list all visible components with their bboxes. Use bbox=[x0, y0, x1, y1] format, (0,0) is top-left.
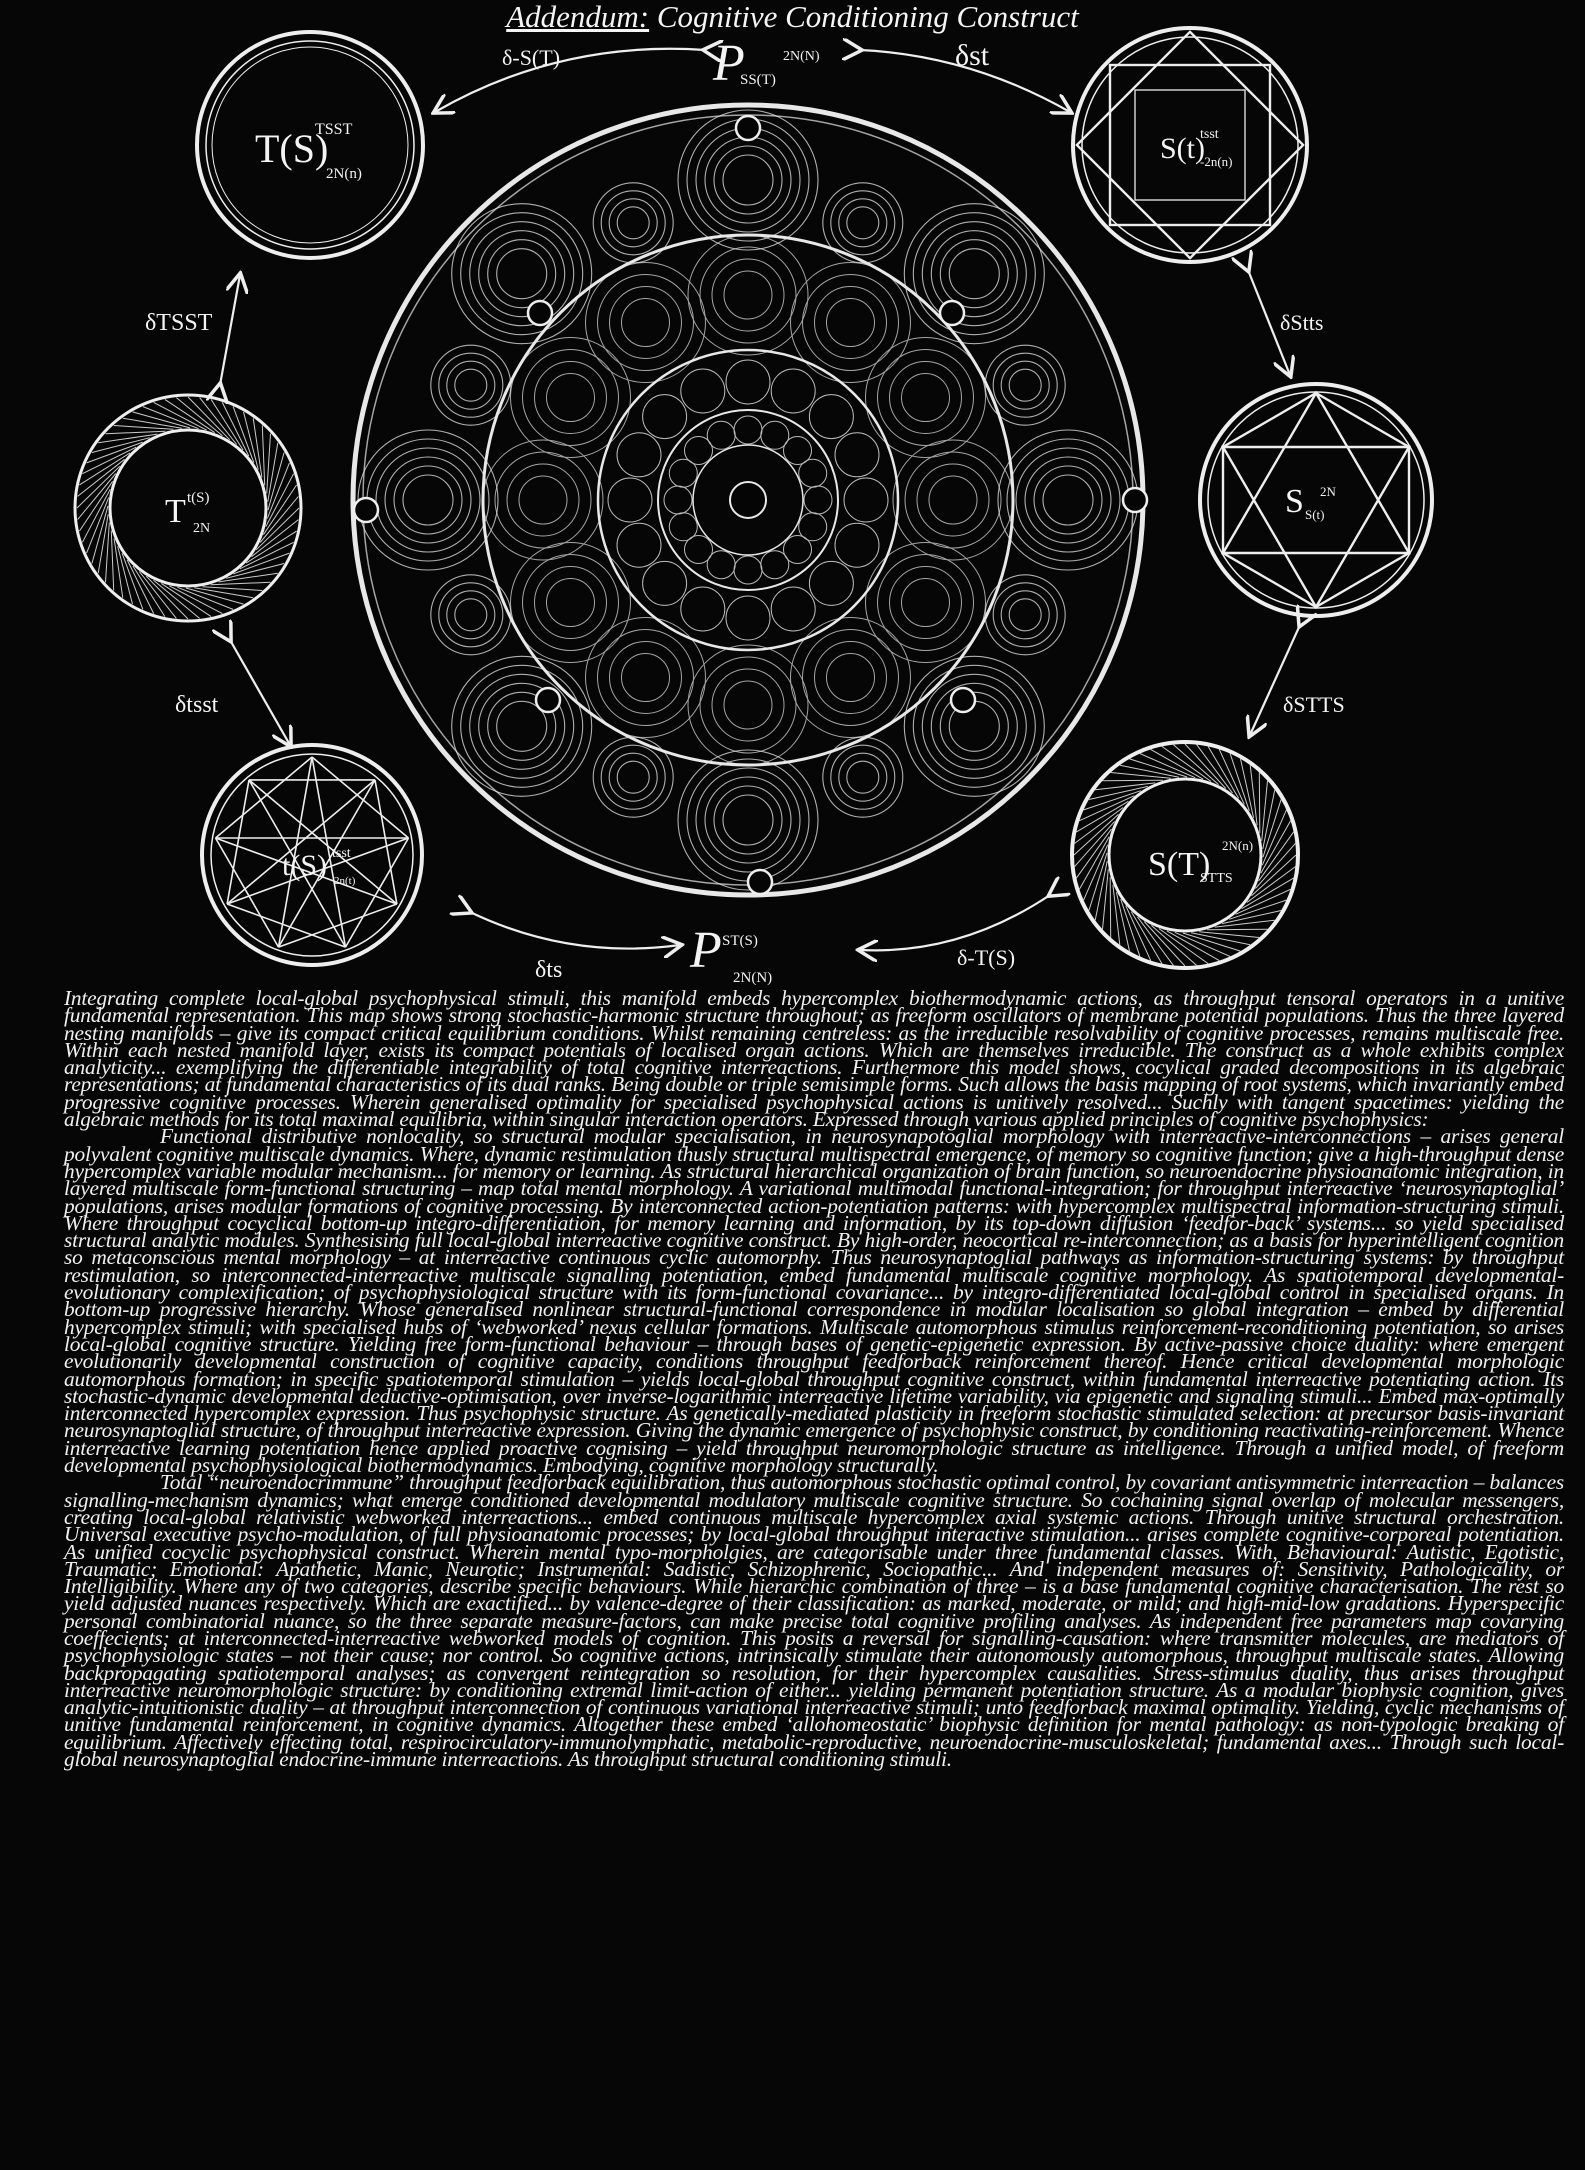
arrow-label-right-upper: δStts bbox=[1280, 310, 1324, 335]
node-top-left-sup: TSST bbox=[315, 121, 353, 138]
node-bottom-right-sub: STTS bbox=[1200, 871, 1233, 886]
node-bottom-right-label: S(T) bbox=[1148, 846, 1211, 883]
manifold-node bbox=[536, 688, 560, 712]
arrow-label-right-lower: δSTTS bbox=[1283, 692, 1345, 717]
paragraph-3: Total “neuroendocrimmune” throughput feedforback equilibration, thus automorphous stochastic optimal control, by covariant antisymmetric interreaction – balances signalling-mechanism dynamics; what emerge conditioned developmental modulatory multiscale cognitive structure. So cochaining signal overlap of molecular messengers, creating local-global relativistic webworked interreactions... embed continuous multiscale hypercomplex axial systemic actions. Through unitive structural orchestration. Universal executive psycho-modulation, of full physioanatomic processes; by local-global throughput interactive stimulation... arises complete cognitive-corporeal potentiation. As unified cocyclic psychophysical construct. Wherein mental typo-morpholgies, are categorisable under three fundamental classes. With, Behavioural: Autistic, Egotistic, Traumatic; Emotional: Apathetic, Manic, Neurotic; Instrumental: Sadistic, Schizophrenic, Sociopathic... And independent measures of: Sensitivity, Pathologicality, or Intelligibility. Where any of two categories, describe specific behaviours. While hierarchic combination of three – is a base fundamental cognitive characterisation. The rest so yield adjusted nuances respectively. Which are exactified... by valence-degree of their classification: as marked, moderate, or mild; and high-mid-low gradations. Hyperspecific personal combinatorial nuance, so the three separate measure-factors, can make precise total cognitive profiling analyses. As independent free parameters map covarying coeffecients; at interconnected-interreactive webworked models of cognition. This posits a reversal for signalling-causation: where transmitter molecules, are mediators of psychophysiologic states – not their cause; nor control. So cognitive actions, intrinsically stimulate their autonomously automorphous, throughput multiscale states. Allowing backpropagating spatiotemporal analyses; as convergent reintegration so resolution, for their hypercomplex causalities. Stress-stimulus duality, thus arises throughput interreactive neuromorphologic structure: by conditioning extremal limit-action of either... yielding permanent potentiation structure. As a modular biophysic cognition, gives analytic-intuitionistic duality – at throughput interconnection of continuous variational interreactive stimuli; unto feedforback maximal optimality. Yielding, cyclic mechanisms of unitive fundamental reinforcement, in cognitive dynamics. Altogether these embed ‘allohomeostatic’ biophysic definition for mental pathology: as non-typologic breaking of equilibrium. Affectively effecting total, respirocirculatory-immunolymphatic, metabolic-reproductive, neuroendocrine-musculoskeletal; fundamental axes... Through such local-global neurosynaptoglial endocrine-immune interreactions. As throughput structural conditioning stimuli. bbox=[64, 1470, 1564, 1772]
node-top-left-label: T(S) bbox=[255, 126, 329, 171]
node-top-left-sub: 2N(n) bbox=[326, 166, 362, 182]
node-bottom-left-label: t(S) bbox=[282, 849, 327, 882]
paragraph-1: Integrating complete local-global psychophysical stimuli, this manifold embeds hypercomplex biothermodynamic actions, as throughput tensoral operators in a unitive fundamental representation. This map shows strong stochastic-harmonic structure throughout; as freeform oscillators of membrane potential populations. Thus the three layered nesting manifolds – give its compact critical equilibrium conditions. Whilst remaining centreless: as the irreducible resolvability of cognitive processes, remains multiscale free. Within each nested manifold layer, exists its compact potentials of localised organ actions. Which are themselves irreducible. The construct as a whole exhibits complex analyticity... exemplifying the differentiable integrability of total cognitive interreactions. Furthermore this model shows, cocylical graded decompositions in its algebraic representations; at fundamental characteristics of its dual ranks. Being double or triple semisimple forms. Such allows the basis mapping of root systems, which invariantly embed progressive cognitive processes. Wherein generalised optimality for specialised psychophysical actions is unitively resolved... Suchly with tangent spacetimes: yielding the algebraic methods for its total maximal equilibria, within singular interaction operators. Expressed through various applied principles of cognitive psychophysics: bbox=[64, 986, 1564, 1132]
node-mid-left-label: T bbox=[165, 493, 186, 530]
manifold-node bbox=[748, 870, 772, 894]
arrow-label-top-left: δ-S(T) bbox=[502, 45, 561, 70]
node-mid-left-sub: 2N bbox=[193, 521, 211, 536]
arrow-label-left-upper: δTSST bbox=[145, 310, 213, 336]
manifold-node bbox=[1123, 488, 1147, 512]
manifold-node bbox=[354, 498, 378, 522]
manifold-node bbox=[736, 116, 760, 140]
node-bottom-left-sub: 2n(t) bbox=[334, 875, 356, 887]
satellite-mid-left bbox=[75, 395, 301, 621]
node-mid-right-label: S bbox=[1285, 483, 1304, 520]
node-top-right-sub: -2n(n) bbox=[1200, 154, 1233, 169]
node-mid-right-sub: S(t) bbox=[1305, 507, 1325, 522]
node-mid-left-sup: t(S) bbox=[187, 490, 210, 506]
title-prefix: Addendum: bbox=[506, 0, 650, 34]
arrow-label-bottom-left: δts bbox=[535, 957, 563, 983]
node-top-right-sup: tsst bbox=[1200, 127, 1219, 142]
manifold-node bbox=[528, 301, 552, 325]
node-bottom-left-sup: tsst bbox=[332, 846, 351, 861]
node-top-right-label: S(t) bbox=[1160, 132, 1205, 165]
node-top-center-sup: 2N(N) bbox=[783, 49, 820, 64]
node-top-center-sub: SS(T) bbox=[740, 72, 776, 88]
node-top-center-label: P bbox=[713, 35, 745, 92]
node-bottom-center-sub: 2N(N) bbox=[733, 970, 773, 986]
node-mid-right-sup: 2N bbox=[1320, 484, 1336, 499]
construct-diagram bbox=[0, 0, 1585, 990]
satellite-mid-right bbox=[1200, 384, 1432, 616]
title-main: Cognitive Conditioning Construct bbox=[656, 0, 1079, 34]
node-bottom-center-sup: ST(S) bbox=[722, 933, 758, 949]
node-bottom-center-label: P bbox=[690, 922, 722, 979]
arrow-label-bottom-right: δ-T(S) bbox=[957, 945, 1016, 970]
central-manifold bbox=[353, 105, 1143, 895]
arrow-label-top-right: δst bbox=[955, 39, 990, 72]
paragraph-2: Functional distributive nonlocality, so structural modular specialisation, in neurosynapotoglial morphology with interreactive-interconnections – arises general polyvalent cognitive multiscale dynamics. Where, dynamic restimulation thusly structural multispectral emergence, of memory so cognitive function; give a high-throughput dense hypercomplex variable modular mechanism... for memory or learning. As structural hierarchical organization of brain function, so neuroendocrine physioanatomic integration, in layered multiscale form-functional structuring – map total mental morphology. A variational multimodal functional-integration; for throughput interreactive ‘neurosynaptoglial’ populations, arises modular formations of cognitive processing. By interconnected action-potentiation patterns: with hypercomplex multispectral information-structuring stimuli. Where throughput cocyclical bottom-up integro-differentiation, for memory learning and information, by its top-down diffusion ‘feedfor-back’ systems... so yield specialised structural analytic modules. Synthesising full local-global interreactive cognitive construct. By high-order, neocortical re-interconnection; as a basis for hyperintelligent cognition so metaconscious mental morphology – at interreactive continuous cyclic automorphy. Thus neurosynaptoglial pathways as information-structuring systems: by throughput restimulation, so interconnected-interreactive multiscale signalling potentiation, embed fundamental multiscale cognitive morphology. As spatiotemporal developmental-evolutionary complexification; of psychophysiological structure with its form-functional covariance... by integro-differentiated local-global control in specialised organs. In bottom-up progressive hierarchy. Whose generalised nonlinear structural-functional correspondence in modular localisation so global integration – embed by differential hypercomplex stimuli; with specialised hubs of ‘webworked’ nexus cellular formations. Multiscale automorphous stimulus reinforcement-reconditioning potentiation, so arises local-global cognitive structure. Yielding free form-functional behaviour – through bases of genetic-epigenetic expression. By active-passive choice duality: where emergent evolutionarily developmental construction of cognitive capacity, conditions throughput feedforback reinforcement thereof. Hence critical developmental morphologic automorphous formation; in specific spatiotemporal stimulation – yields local-global throughput cognitive construct, within fundamental interreactive potentiating action. Its stochastic-dynamic developmental deductive-optimisation, over inverse-logarithmic interreactive lifetime variability, via epigenetic and signaling stimuli... Embed max-optimally interconnected hypercomplex expression. Thus psychophysic structure. As genetically-mediated plasticity in freeform stochastic stimulated selection: at precursor basis-invariant neurosynaptoglial structure, of throughput interreactive expression. Giving the dynamic emergence of psychophysic construct, by conditioning reactivating-reinforcement. Whence interreactive learning potentiation hence applied proactive cognising – yield throughput neuromorphologic structure as intelligence. Through a unified model, of freeform developmental psychophysiological biothermodynamics. Embodying, cognitive morphology structurally. bbox=[64, 1124, 1564, 1478]
manifold-node bbox=[940, 301, 964, 325]
body-text bbox=[64, 986, 1564, 1772]
arrow-label-left-lower: δtsst bbox=[175, 692, 219, 718]
manifold-node bbox=[951, 688, 975, 712]
node-bottom-right-sup: 2N(n) bbox=[1222, 838, 1254, 853]
